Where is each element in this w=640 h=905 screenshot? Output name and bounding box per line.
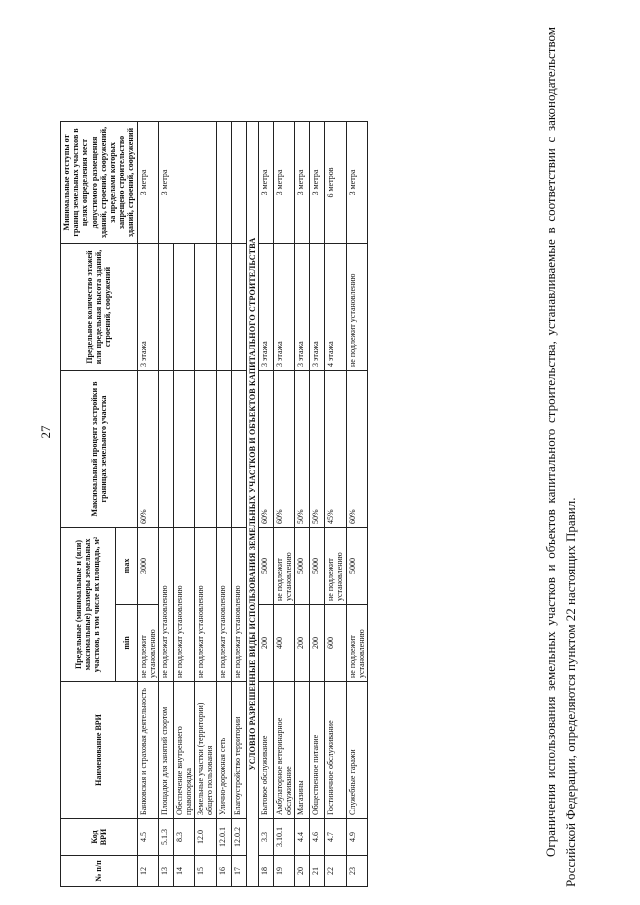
cell-offset: 3 метра [273,122,294,244]
table-row [273,122,294,887]
cell-percent [195,371,216,528]
cell-sizes: не подлежат установлению [216,528,231,682]
cell-min: 600 [325,605,346,682]
cell-floors [158,244,173,371]
header-percent: Максимальный процент застройки в границах земельного участка [61,371,138,528]
cell-min: 200 [295,605,310,682]
header-num: № п/п [61,856,138,887]
cell-min: не подлежит установлению [137,605,158,682]
cell-num: 20 [295,856,310,887]
cell-percent [158,371,173,528]
cell-max: 3000 [137,528,158,605]
cell-max: не подлежит установлению [273,528,294,605]
cell-code: 4.4 [295,819,310,856]
cell-code: 4.7 [325,819,346,856]
cell-code: 12.0.1 [216,819,231,856]
cell-floors: 3 этажа [310,244,325,371]
cell-sizes: не подлежат установлению [195,528,216,682]
cell-offset: 3 метра [158,122,216,244]
cell-offset [216,122,231,244]
cell-code: 8.3 [173,819,194,856]
table-row [231,122,246,887]
cell-offset: 3 метра [295,122,310,244]
cell-name: Обеспечение внутреннего правопорядка [173,682,194,819]
cell-num: 17 [231,856,246,887]
cell-floors: 4 этажа [325,244,346,371]
cell-sizes: не подлежат установлению [231,528,246,682]
cell-percent [216,371,231,528]
cell-name: Бытовое обслуживание [258,682,273,819]
cell-offset: 3 метра [346,122,367,244]
cell-min: 200 [310,605,325,682]
cell-max: 5000 [295,528,310,605]
cell-percent: 60% [346,371,367,528]
cell-percent: 50% [310,371,325,528]
cell-percent: 45% [325,371,346,528]
header-sizes: Предельные (минимальные и (или) максимальные) размеры земельных участков, в том числе их площадь, м² [61,528,116,682]
cell-sizes: не подлежат установлению [173,528,194,682]
cell-sizes: не подлежат установлению [158,528,173,682]
cell-floors [195,244,216,371]
cell-min: 200 [258,605,273,682]
cell-name: Благоустройство территории [231,682,246,819]
cell-offset: 6 метров [325,122,346,244]
table-row [137,122,158,887]
table-row [258,122,273,887]
cell-percent [173,371,194,528]
cell-num: 23 [346,856,367,887]
cell-max: не подлежит установлению [325,528,346,605]
cell-name: Амбулаторное ветеринарное обслуживание [273,682,294,819]
cell-percent [231,371,246,528]
cell-code: 4.6 [310,819,325,856]
cell-code: 12.0 [195,819,216,856]
header-code: Код ВРИ [61,819,138,856]
table-row [310,122,325,887]
cell-num: 15 [195,856,216,887]
cell-floors: 3 этажа [273,244,294,371]
cell-name: Магазины [295,682,310,819]
cell-percent: 50% [295,371,310,528]
cell-num: 22 [325,856,346,887]
cell-name: Земельные участки (территории) общего пользования [195,682,216,819]
table-row [158,122,173,887]
cell-name: Улично-дорожная сеть [216,682,231,819]
cell-name: Общественное питание [310,682,325,819]
header-name: Наименование ВРИ [61,682,138,819]
cell-name: Площадки для занятий спортом [158,682,173,819]
cell-code: 5.1.3 [158,819,173,856]
cell-percent: 60% [273,371,294,528]
cell-max: 5000 [310,528,325,605]
note-paragraph: Ограничения использования земельных участков и объектов капитального строительства, устанавливаемые в соответствии с законодательством Российской Федерации, определяются пунктом 22 настоящих Правил. [543,27,579,887]
cell-floors [231,244,246,371]
cell-max: 5000 [346,528,367,605]
cell-min: не подлежит установлению [346,605,367,682]
cell-floors: 3 этажа [258,244,273,371]
table-row [295,122,310,887]
cell-num: 19 [273,856,294,887]
cell-code: 4.5 [137,819,158,856]
cell-offset [231,122,246,244]
cell-num: 14 [173,856,194,887]
cell-num: 13 [158,856,173,887]
cell-floors: 3 этажа [137,244,158,371]
cell-percent: 60% [258,371,273,528]
page-number: 27 [38,425,53,439]
header-offsets: Минимальные отступы от границ земельных участков в целях определения мест допустимого размещения зданий, строений, сооружений, за пределами которых запрещено строительство зданий, строений, сооружений [61,122,138,244]
table-row [325,122,346,887]
section-title: УСЛОВНО РАЗРЕШЕННЫЕ ВИДЫ ИСПОЛЬЗОВАНИЯ ЗЕМЕЛЬНЫХ УЧАСТКОВ И ОБЪЕКТОВ КАПИТАЛЬНОГО СТРОИТЕЛЬСТВА [246,122,258,887]
cell-min: 400 [273,605,294,682]
cell-code: 3.3 [258,819,273,856]
table-row [216,122,231,887]
cell-code: 3.10.1 [273,819,294,856]
cell-floors [216,244,231,371]
regulations-table [60,121,368,887]
cell-offset: 3 метра [137,122,158,244]
cell-max: 5000 [258,528,273,605]
table-row [346,122,367,887]
cell-name: Гостиничное обслуживание [325,682,346,819]
cell-floors: не подлежит установлению [346,244,367,371]
header-floors: Предельное количество этажей или предельная высота зданий, строений, сооружений [61,244,138,371]
cell-num: 12 [137,856,158,887]
cell-offset: 3 метра [310,122,325,244]
cell-num: 18 [258,856,273,887]
cell-code: 4.9 [346,819,367,856]
section-row [246,122,258,887]
header-min: min [115,605,137,682]
cell-num: 21 [310,856,325,887]
cell-name: Служебные гаражи [346,682,367,819]
cell-offset: 3 метра [258,122,273,244]
cell-floors [173,244,194,371]
header-max: max [115,528,137,605]
cell-num: 16 [216,856,231,887]
cell-percent: 60% [137,371,158,528]
cell-code: 12.0.2 [231,819,246,856]
cell-name: Банковская и страховая деятельность [137,682,158,819]
cell-floors: 3 этажа [295,244,310,371]
